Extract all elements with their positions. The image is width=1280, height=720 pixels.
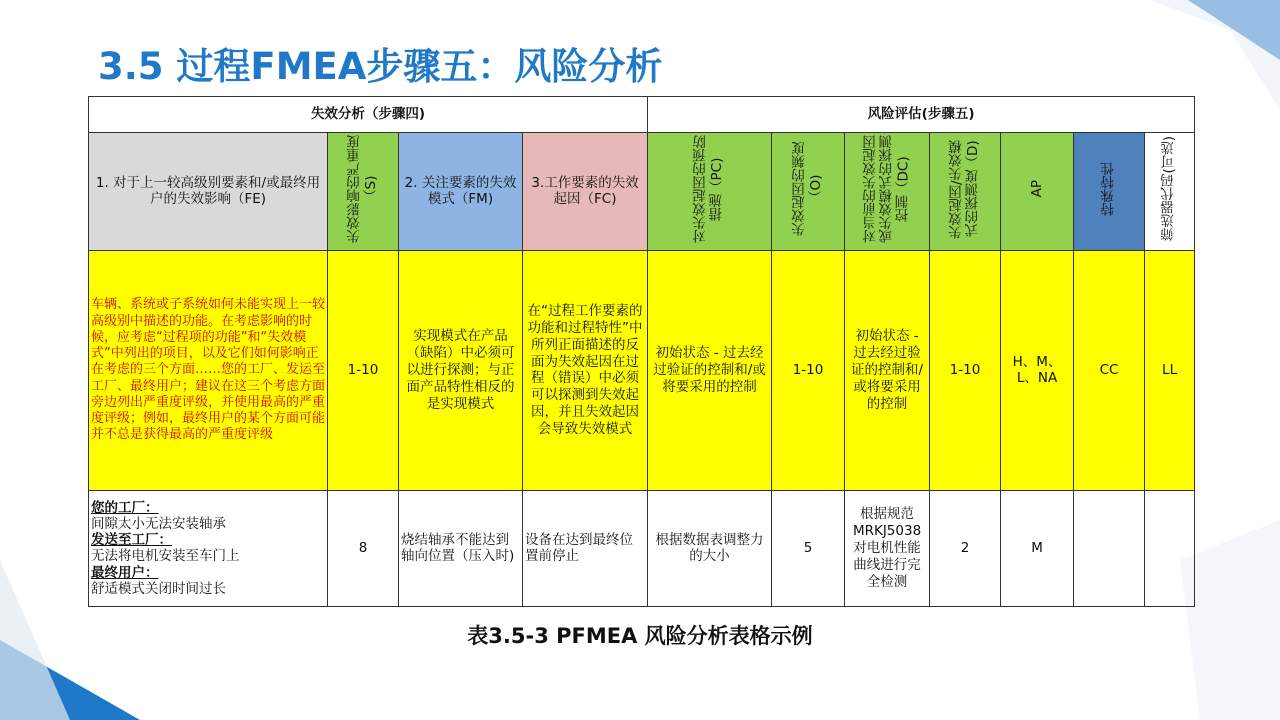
header-severity: [328, 133, 399, 251]
guidance-severity: 1-10: [328, 250, 399, 490]
header-detection-label: 失效起因/失效模式的探测度（D): [948, 139, 982, 239]
header-fc: [523, 133, 648, 251]
example-pc: 根据数据表调整力的大小: [648, 490, 772, 606]
header-fm: [399, 133, 523, 251]
header-special-characteristic: [1074, 133, 1145, 251]
example-special: [1074, 490, 1145, 606]
example-fe-plant-text: 间隙太小无法安装轴承: [91, 516, 226, 532]
example-fe-ship-text: 无法将电机安装至车门上: [91, 548, 240, 565]
table-caption: 表3.5-3 PFMEA 风险分析表格示例: [467, 624, 813, 648]
guidance-row: [89, 250, 1195, 490]
header-filter-label: 筛选器代码(可选): [1161, 136, 1178, 242]
example-fe: [89, 490, 328, 606]
guidance-fm: 实现模式在产品（缺陷）中必须可以进行探测；与正面产品特性相反的是实现模式: [399, 250, 523, 490]
header-special-label: 特殊特性: [1100, 162, 1117, 216]
guidance-pc: 初始状态 - 过去经过验证的控制和/或将要采用的控制: [648, 250, 772, 490]
guidance-fc: 在“过程工作要素的功能和过程特性”中所列正面描述的反面为失效起因在过程（错误）中必须可以探测到失效起因，并且失效起因会导致失效模式: [523, 250, 648, 490]
header-detection: [930, 133, 1001, 251]
header-dc-label: 对当前的失效起因或失效模式的探测控制（DC): [862, 135, 912, 243]
example-fe-user-text: 舒适模式关闭时间过长: [91, 580, 226, 597]
header-pc: [648, 133, 772, 251]
example-fc: 设备在达到最终位置前停止: [523, 490, 648, 606]
example-row: [89, 490, 1195, 606]
header-ap: [1001, 133, 1074, 251]
header-fe-label: 1. 对于上一较高级别要素和/或最终用户的失效影响（FE): [95, 174, 321, 208]
header-filter-code: [1145, 133, 1195, 251]
example-fe-ship-label: 发送至工厂：: [91, 532, 172, 549]
page-title: 3.5 过程FMEA步骤五：风险分析: [98, 45, 663, 88]
guidance-occurrence: 1-10: [772, 250, 845, 490]
example-occurrence: 5: [772, 490, 845, 606]
guidance-ap: H、M、L、NA: [1001, 250, 1074, 490]
header-fc-label: 3.工作要素的失效起因（FC): [531, 174, 639, 208]
guidance-dc: 初始状态 - 过去经过验证的控制和/或将要采用的控制: [845, 250, 930, 490]
group-risk-evaluation: 风险评估(步骤五): [648, 97, 1195, 133]
example-fe-plant-label: 您的工厂：: [91, 499, 159, 516]
example-fe-user-label: 最终用户：: [91, 564, 159, 581]
header-severity-label: 失效影响的严重度（S): [346, 135, 379, 243]
guidance-filter: LL: [1145, 250, 1195, 490]
group-failure-analysis: 失效分析（步骤四): [89, 97, 648, 133]
example-dc: 根据规范MRKJ5038对电机性能曲线进行完全检测: [845, 490, 930, 606]
header-occurrence: [772, 133, 845, 251]
example-severity: 8: [328, 490, 399, 606]
guidance-detection: 1-10: [930, 250, 1001, 490]
example-ap: M: [1001, 490, 1074, 606]
guidance-special: CC: [1074, 250, 1145, 490]
example-detection: 2: [930, 490, 1001, 606]
header-fm-label: 2. 关注要素的失效模式（FM): [404, 174, 517, 208]
column-header-row: [89, 133, 1195, 251]
header-fe: [89, 133, 328, 251]
example-filter: [1145, 490, 1195, 606]
header-ap-label: AP: [1028, 180, 1045, 198]
guidance-fe: 车辆、系统或子系统如何未能实现上一较高级别中描述的功能。在考虑影响的时候，应考虑“过程项的功能”和“失效模式”中列出的项目，以及它们如何影响正在考虑的三个方面……您的工厂、发运至工厂、最终用户；建议在这三个考虑方面旁边列出严重度评级，并使用最高的严重度评级；例如，最终用户的某个方面可能并不总是获得最高的严重度评级: [89, 250, 328, 490]
header-pc-label: 对失效起因的预防措施（PC): [693, 135, 726, 243]
header-occurrence-label: 失效起因的频度（O): [791, 141, 825, 237]
example-fm: 烧结轴承不能达到轴向位置（压入时): [399, 490, 523, 606]
group-header-row: [89, 97, 1195, 133]
pfmea-risk-analysis-table: [88, 96, 1195, 607]
header-dc: [845, 133, 930, 251]
